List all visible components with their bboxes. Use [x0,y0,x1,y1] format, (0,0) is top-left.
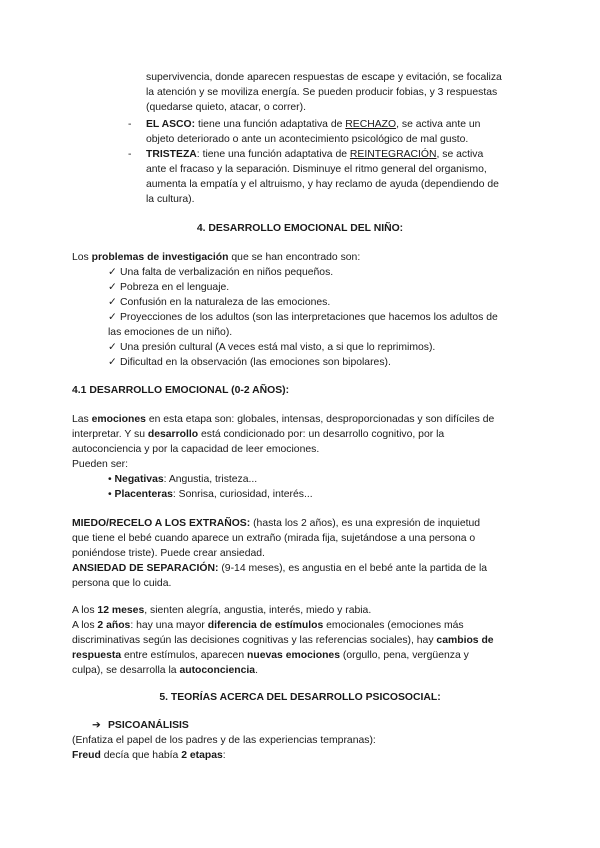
list-dash: - [128,119,132,130]
paragraph: A los 2 años: hay una mayor diferencia de estímulos emocionales (emociones más [72,620,464,631]
emotion-line: aumenta la empatía y el altruismo, y hay reclamo de ayuda (dependiendo de [146,179,499,190]
check-icon: ✓ [108,357,117,368]
emotion-tristeza: TRISTEZA: tiene una función adaptativa de REINTEGRACIÓN, se activa [146,149,484,160]
section-5-title: 5. TEORÍAS ACERCA DEL DESARROLLO PSICOSOCIAL: [159,692,441,703]
list-item: ✓ Confusión en la naturaleza de las emociones. [108,297,331,308]
check-icon: ✓ [108,282,117,293]
intro-line: la atención y se moviliza energía. Se pueden producir fobias, y 3 respuestas [146,87,498,98]
paragraph: Freud decía que había 2 etapas: [72,750,226,761]
emotion-asco: EL ASCO: tiene una función adaptativa de RECHAZO, se activa ante un [146,119,481,130]
emotion-line: ante el fracaso y la separación. Disminuye el ritmo general del organismo, [146,164,487,175]
bullet-icon: • [108,474,112,485]
check-icon: ✓ [108,267,117,278]
list-item: ✓ Proyecciones de los adultos (son las interpretaciones que hacemos los adultos de [108,312,498,323]
paragraph: Las emociones en esta etapa son: globales, intensas, desproporcionadas y son difíciles de [72,414,495,425]
paragraph: ANSIEDAD DE SEPARACIÓN: (9-14 meses), es angustia en el bebé ante la partida de la [72,563,488,574]
list-item: ✓ Pobreza en el lenguaje. [108,282,230,293]
subsection-title: PSICOANÁLISIS [108,720,189,731]
paragraph: poniéndose triste). Puede crear ansiedad. [72,548,265,559]
emotion-name: EL ASCO: [146,119,196,130]
paragraph: A los 12 meses, sienten alegría, angustia, interés, miedo y rabia. [72,605,372,616]
paragraph: autoconciencia y por la capacidad de leer emociones. [72,444,320,455]
arrow-right-icon: ➔ [92,720,101,731]
bullet-item: • Placenteras: Sonrisa, curiosidad, interés... [108,489,313,500]
paragraph: MIEDO/RECELO A LOS EXTRAÑOS: (hasta los 2 años), es una expresión de inquietud [72,518,481,529]
paragraph: (Enfatiza el papel de los padres y de las experiencias tempranas): [72,735,376,746]
emotion-keyword: RECHAZO [345,119,397,130]
section-41-title: 4.1 DESARROLLO EMOCIONAL (0-2 AÑOS): [72,385,290,396]
list-dash: - [128,149,132,160]
intro-line: supervivencia, donde aparecen respuestas de escape y evitación, se focaliza [146,72,502,83]
list-item-continuation: las emociones de un niño). [108,327,233,338]
paragraph: que tiene el bebé cuando aparece un extraño (mirada fija, sujetándose a una persona o [72,533,476,544]
paragraph: interpretar. Y su desarrollo está condicionado por: un desarrollo cognitivo, por la [72,429,445,440]
intro-line: (quedarse quieto, atacar, o correr). [146,102,306,113]
check-icon: ✓ [108,342,117,353]
bullet-icon: • [108,489,112,500]
list-item: ✓ Una presión cultural (A veces está mal visto, a si que lo reprimimos). [108,342,436,353]
paragraph: Pueden ser: [72,459,129,470]
bullet-item: • Negativas: Angustia, tristeza... [108,474,258,485]
emotion-line: la cultura). [146,194,195,205]
list-item: ✓ Una falta de verbalización en niños pequeños. [108,267,334,278]
section-4-intro: Los problemas de investigación que se han encontrado son: [72,252,361,263]
paragraph: respuesta entre estímulos, aparecen nuevas emociones (orgullo, pena, vergüenza y [72,650,469,661]
emotion-name: TRISTEZA [146,149,197,160]
paragraph: culpa), se desarrolla la autoconciencia. [72,665,258,676]
paragraph: persona que lo cuida. [72,578,172,589]
list-item: ✓ Dificultad en la observación (las emociones son bipolares). [108,357,391,368]
emotion-keyword: REINTEGRACIÓN [349,149,437,160]
check-icon: ✓ [108,297,117,308]
check-icon: ✓ [108,312,117,323]
emotion-line: objeto deteriorado o ante un acontecimiento psicológico de mal gusto. [146,134,469,145]
section-4-title: 4. DESARROLLO EMOCIONAL DEL NIÑO: [196,223,404,234]
paragraph: discriminativas según las decisiones cognitivas y las referencias sociales), hay cambios de [72,635,494,646]
